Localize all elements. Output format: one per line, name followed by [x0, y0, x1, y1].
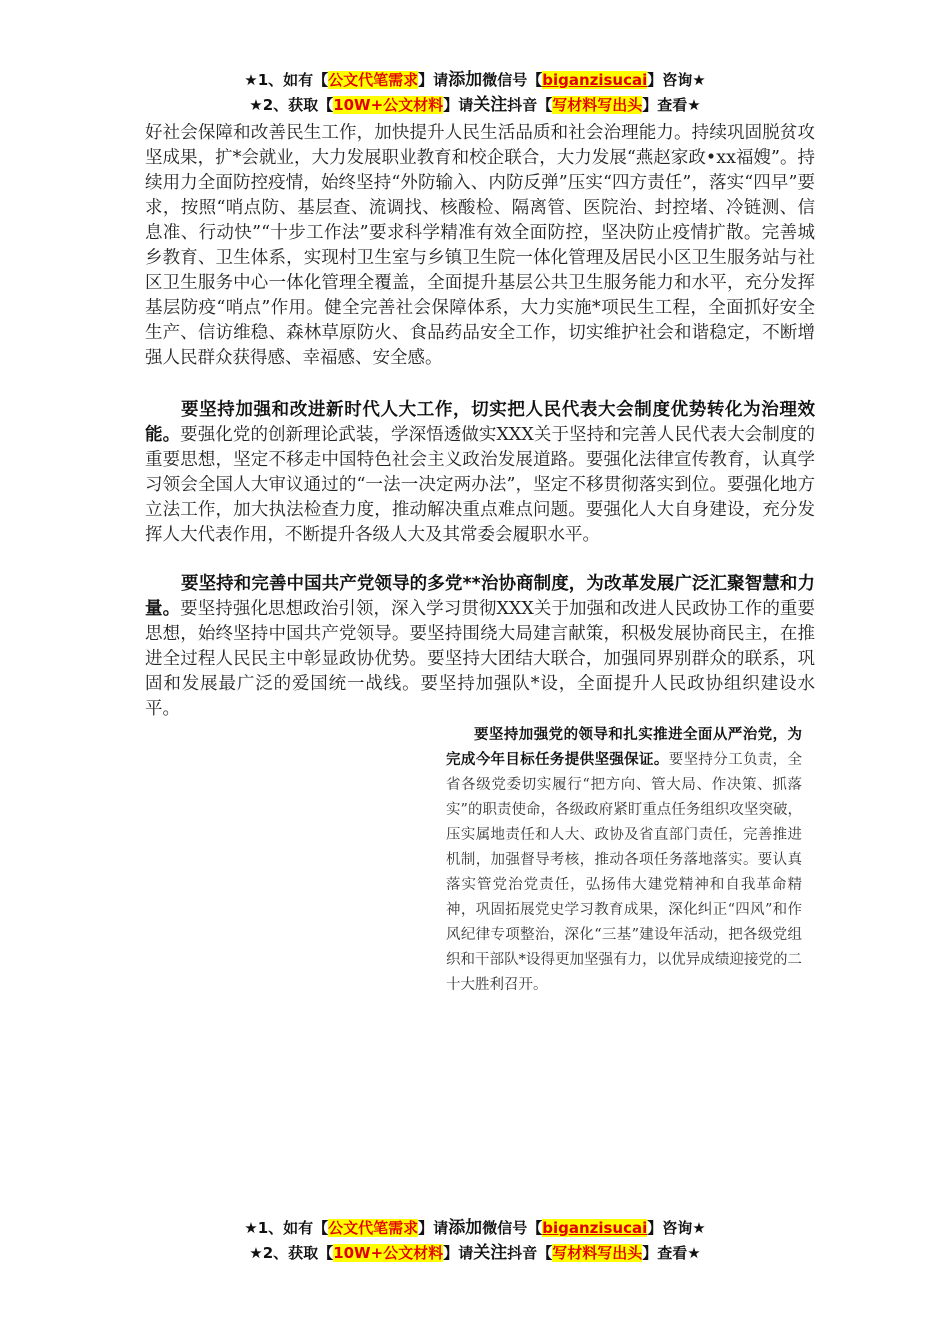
- paragraph-lead: 要坚持和完善中国共产党领导的多党**治协商制度，为改革发展广泛汇聚智慧和力量。: [145, 574, 815, 619]
- paragraph-body: [145, 572, 815, 722]
- douyin-account-link[interactable]: 写材料写出头: [552, 1244, 643, 1262]
- paragraph-text: 好社会保障和改善民生工作，加快提升人民生活品质和社会治理能力。持续巩固脱贫攻坚成果，扩*会就业，大力发展职业教育和校企联合，大力发展“燕赵家政•xx福嫂”。持续用力全面防控疫情，始终坚持“外防输入、内防反弹”压实“四方责任”，落实“四早”要求，按照“哨点防、基层查、流调找、核酸检、隔离管、医院治、封控堵、冷链测、信息准、行动快”“十步工作法”要求科学精准有效全面防控，坚决防止疫情扩散。完善城乡教育、卫生体系，实现村卫生室与乡镇卫生院一体化管理及居民小区卫生服务站与社区卫生服务中心一体化管理全覆盖，全面提升基层公共卫生服务能力和水平，充分发挥基层防疫“哨点”作用。健全完善社会保障体系，大力实施*项民生工程，全面抓好安全生产、信访维稳、森林草原防火、食品药品安全工作，切实维护社会和谐稳定，不断增强人民群众获得感、幸福感、安全感。: [145, 123, 815, 368]
- promo-line-1: [0, 1216, 950, 1241]
- promo-text: 微信号【: [482, 71, 543, 89]
- promo-text: 微信号【: [482, 1219, 543, 1237]
- promo-suffix: 】咨询★: [647, 71, 706, 89]
- paragraph-body: [145, 398, 815, 548]
- promo-highlight: 公文代笔需求: [328, 71, 419, 89]
- promo-prefix: ★2、获取【: [249, 96, 334, 114]
- promo-suffix: 】查看★: [642, 1244, 701, 1262]
- promo-emphasis: 关注: [473, 1243, 508, 1263]
- paragraph-cppcc-work: [145, 572, 815, 722]
- promo-line-2: [0, 93, 950, 118]
- promo-text: 】请: [443, 1244, 474, 1262]
- promo-suffix: 】查看★: [642, 96, 701, 114]
- promo-prefix: ★1、如有【: [244, 1219, 329, 1237]
- paragraph-npc-work: [145, 398, 815, 548]
- douyin-account-link[interactable]: 写材料写出头: [552, 96, 643, 114]
- promo-emphasis: 关注: [473, 95, 508, 115]
- promo-emphasis: 添加: [448, 1218, 483, 1238]
- paragraph-livelihood: [145, 121, 815, 371]
- promo-prefix: ★1、如有【: [244, 71, 329, 89]
- promo-emphasis: 添加: [448, 70, 483, 90]
- bottom-promo-banner: [0, 1216, 950, 1266]
- promo-suffix: 】咨询★: [647, 1219, 706, 1237]
- promo-text: 】请: [418, 71, 449, 89]
- promo-line-1: [0, 68, 950, 93]
- wechat-id-link[interactable]: biganzisucai: [542, 1219, 648, 1237]
- promo-prefix: ★2、获取【: [249, 1244, 334, 1262]
- promo-text: 】请: [443, 96, 474, 114]
- promo-text: 】请: [418, 1219, 449, 1237]
- wechat-id-link[interactable]: biganzisucai: [542, 71, 648, 89]
- paragraph-lead: 要坚持加强和改进新时代人大工作，切实把人民代表大会制度优势转化为治理效能。: [145, 400, 815, 445]
- paragraph-body: [446, 723, 802, 998]
- promo-highlight: 10W+公文材料: [333, 96, 444, 114]
- top-promo-banner: [0, 68, 950, 118]
- paragraph-lead: 要坚持加强党的领导和扎实推进全面从严治党，为完成今年目标任务提供坚强保证。: [446, 727, 802, 768]
- promo-line-2: [0, 1241, 950, 1266]
- promo-text: 抖音【: [507, 1244, 553, 1262]
- paragraph-text: 要坚持分工负责，全省各级党委切实履行“把方向、管大局、作决策、抓落实”的职责使命，各级政府紧盯重点任务组织攻坚突破，压实属地责任和人大、政协及省直部门责任，完善推进机制，加强督导考核，推动各项任务落地落实。要认真落实管党治党责任，弘扬伟大建党精神和自我革命精神，巩固拓展党史学习教育成果，深化纠正“四风”和作风纪律专项整治，深化“三基”建设年活动，把各级党组织和干部队*设得更加坚强有力，以优异成绩迎接党的二十大胜利召开。: [446, 752, 803, 993]
- promo-highlight: 10W+公文材料: [333, 1244, 444, 1262]
- promo-highlight: 公文代笔需求: [328, 1219, 419, 1237]
- paragraph-text: 要坚持强化思想政治引领，深入学习贯彻XXX关于加强和改进人民政协工作的重要思想，始终坚持中国共产党领导。要坚持围绕大局建言献策，积极发展协商民主，在推进全过程人民民主中彰显政协优势。要坚持大团结大联合，加强同界别群众的联系，巩固和发展最广泛的爱国统一战线。要坚持加强队*设，全面提升人民政协组织建设水平。: [145, 599, 816, 719]
- promo-text: 抖音【: [507, 96, 553, 114]
- paragraph-text: 要强化党的创新理论武装，学深悟透做实XXX关于坚持和完善人民代表大会制度的重要思想，坚定不移走中国特色社会主义政治发展道路。要强化法律宣传教育，认真学习领会全国人大审议通过的“一法一决定两办法”，坚定不移贯彻落实到位。要强化地方立法工作，加大执法检查力度，推动解决重点难点问题。要强化人大自身建设，充分发挥人大代表作用，不断提升各级人大及其常委会履职水平。: [145, 425, 816, 545]
- paragraph-party-leadership: [446, 723, 802, 998]
